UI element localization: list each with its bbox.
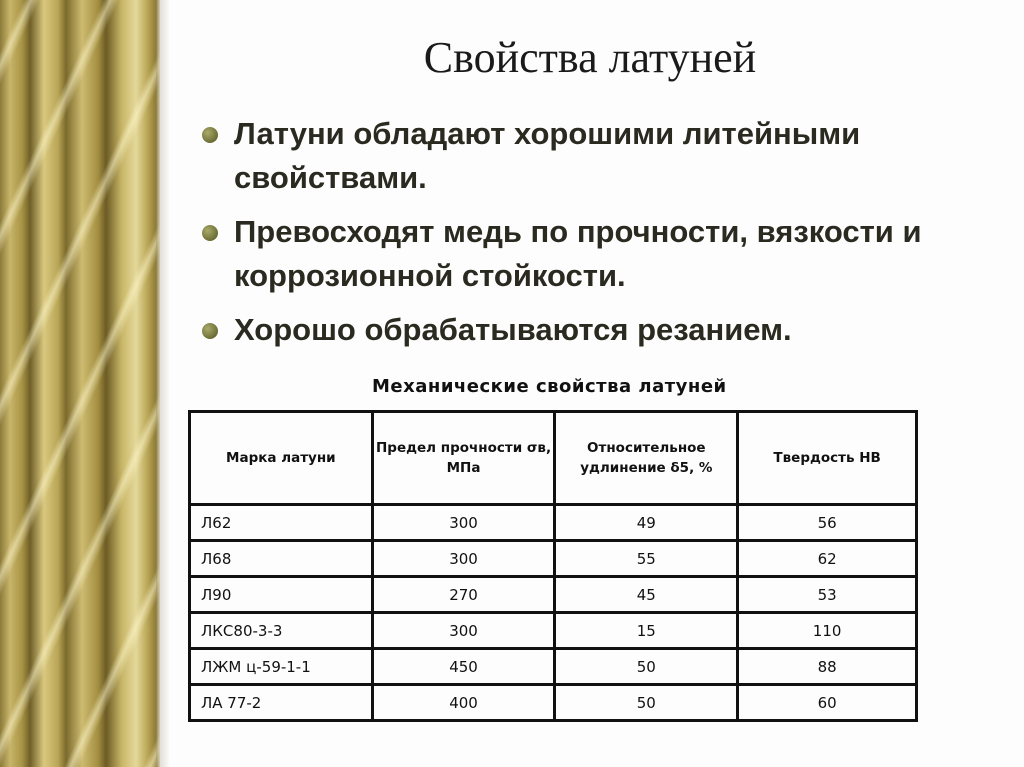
cell-strength: 450: [372, 649, 555, 685]
bullet-item: [196, 112, 996, 200]
cell-grade: Л62: [190, 505, 373, 541]
bullet-item: [196, 210, 996, 298]
cell-hardness: 56: [738, 505, 917, 541]
side-panel-shadow: [156, 0, 170, 767]
bullet-text: Латуни обладают хорошими литейными свойствами.: [234, 116, 861, 195]
bullet-dot-icon: [202, 127, 218, 143]
cell-grade: Л68: [190, 541, 373, 577]
table-row: [190, 649, 917, 685]
cell-hardness: 88: [738, 649, 917, 685]
header-hardness: Твердость НВ: [738, 412, 917, 505]
cell-grade: ЛА 77-2: [190, 685, 373, 721]
cell-elongation: 49: [555, 505, 738, 541]
cell-strength: 300: [372, 541, 555, 577]
cell-hardness: 53: [738, 577, 917, 613]
table-row: [190, 613, 917, 649]
table-title: Механические свойства латуней: [372, 376, 727, 397]
decorative-side-panel: [0, 0, 160, 767]
table-row: [190, 505, 917, 541]
bullet-dot-icon: [202, 225, 218, 241]
cell-grade: ЛЖМ ц-59-1-1: [190, 649, 373, 685]
table-row: [190, 577, 917, 613]
cell-elongation: 15: [555, 613, 738, 649]
bullet-text: Хорошо обрабатываются резанием.: [234, 312, 792, 347]
bullet-item: [196, 308, 996, 352]
cell-elongation: 50: [555, 685, 738, 721]
cell-hardness: 62: [738, 541, 917, 577]
cell-strength: 400: [372, 685, 555, 721]
cell-grade: ЛКС80-3-3: [190, 613, 373, 649]
header-grade: Марка латуни: [190, 412, 373, 505]
cell-strength: 300: [372, 505, 555, 541]
properties-table: [188, 410, 918, 722]
cell-hardness: 110: [738, 613, 917, 649]
header-strength: Предел прочности σв, МПа: [372, 412, 555, 505]
cell-strength: 300: [372, 613, 555, 649]
header-elongation: Относительное удлинение δ5, %: [555, 412, 738, 505]
cell-strength: 270: [372, 577, 555, 613]
cell-elongation: 45: [555, 577, 738, 613]
slide-title: Свойства латуней: [423, 33, 757, 82]
cell-elongation: 50: [555, 649, 738, 685]
cell-hardness: 60: [738, 685, 917, 721]
table-header-row: [190, 412, 917, 505]
table-row: [190, 685, 917, 721]
bullet-list: [196, 112, 996, 362]
cell-elongation: 55: [555, 541, 738, 577]
bullet-text: Превосходят медь по прочности, вязкости и коррозионной стойкости.: [234, 214, 922, 293]
bullet-dot-icon: [202, 323, 218, 339]
table-row: [190, 541, 917, 577]
cell-grade: Л90: [190, 577, 373, 613]
